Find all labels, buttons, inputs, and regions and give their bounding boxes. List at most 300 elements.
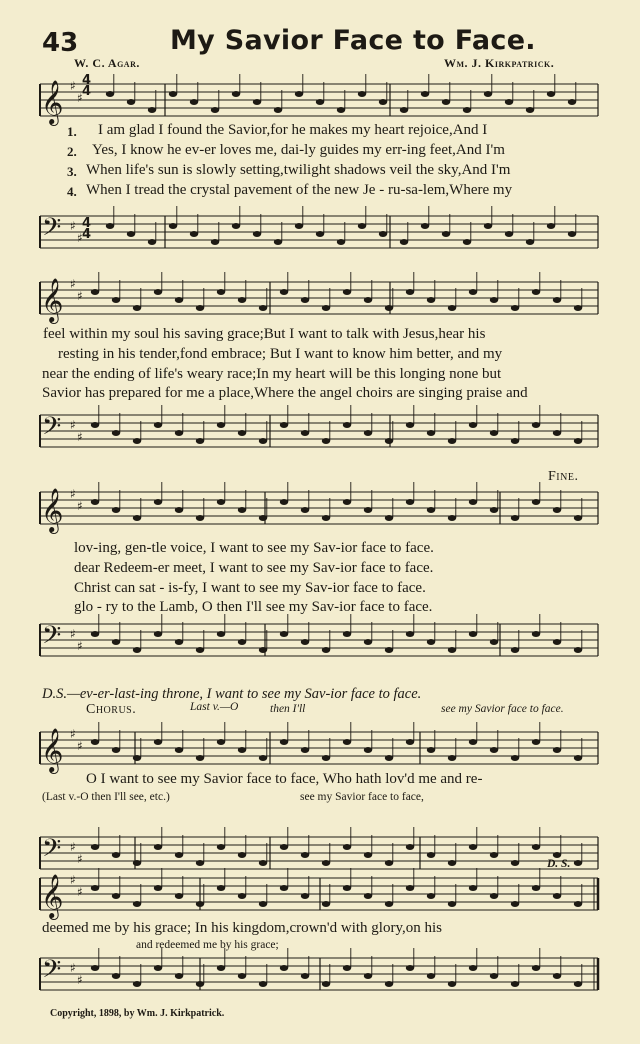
notehead: [238, 893, 246, 899]
notehead: [133, 901, 141, 907]
treble-clef-icon: 𝄞: [41, 874, 64, 918]
system3-lyric-4: glo - ry to the Lamb, O then I'll see my Sav-ior face to face.: [74, 599, 433, 615]
sharp-icon: ♯: [77, 973, 83, 987]
notehead: [301, 639, 309, 645]
notehead: [448, 901, 456, 907]
notehead: [196, 981, 204, 987]
notehead: [280, 289, 288, 295]
notehead: [532, 499, 540, 505]
notehead: [259, 755, 267, 761]
notehead: [343, 844, 351, 850]
system2-lyric-2: resting in his tender,fond embrace; But I want to know him better, and my: [58, 346, 503, 362]
notehead: [358, 91, 366, 97]
notehead: [154, 965, 162, 971]
verse-number-2: 2.: [67, 144, 77, 159]
notehead: [385, 755, 393, 761]
sharp-icon: ♯: [77, 91, 83, 105]
notehead: [469, 422, 477, 428]
notehead: [301, 747, 309, 753]
notehead: [253, 99, 261, 105]
notehead: [553, 973, 561, 979]
sharp-icon: ♯: [70, 627, 76, 641]
notehead: [469, 631, 477, 637]
notehead: [280, 844, 288, 850]
verse-number-1: 1.: [67, 124, 77, 139]
treble-clef-icon: 𝄞: [41, 278, 64, 322]
notehead: [196, 755, 204, 761]
notehead: [448, 755, 456, 761]
notehead: [406, 739, 414, 745]
sharp-icon: ♯: [70, 277, 76, 291]
notehead: [364, 430, 372, 436]
system3-lyric-3: Christ can sat - is-fy, I want to see my Sav-ior face to face.: [74, 580, 426, 596]
notehead: [133, 860, 141, 866]
notehead: [547, 91, 555, 97]
notehead: [259, 647, 267, 653]
notehead: [469, 844, 477, 850]
notehead: [469, 499, 477, 505]
notehead: [553, 507, 561, 513]
notehead: [280, 885, 288, 891]
notehead: [154, 422, 162, 428]
notehead: [406, 965, 414, 971]
notehead: [217, 289, 225, 295]
notehead: [196, 647, 204, 653]
notehead: [532, 631, 540, 637]
sharp-icon: ♯: [77, 231, 83, 245]
notehead: [385, 515, 393, 521]
notehead: [511, 647, 519, 653]
notehead: [511, 438, 519, 444]
notehead: [406, 885, 414, 891]
chorus-lyric-2: deemed me by his grace; In his kingdom,crown'd with glory,on his: [42, 920, 442, 936]
notehead: [316, 99, 324, 105]
notehead: [238, 507, 246, 513]
notehead: [421, 91, 429, 97]
notehead: [406, 422, 414, 428]
notehead: [196, 305, 204, 311]
notehead: [154, 885, 162, 891]
notehead: [259, 305, 267, 311]
notehead: [553, 430, 561, 436]
system1-lyric-1: I am glad I found the Savior,for he makes my heart rejoice,And I: [98, 122, 488, 138]
notehead: [112, 973, 120, 979]
sharp-icon: ♯: [77, 739, 83, 753]
notehead: [232, 91, 240, 97]
notehead: [532, 965, 540, 971]
system1-lyric-3: When life's sun is slowly setting,twilight shadows veil the sky,And I'm: [86, 162, 511, 178]
bass-clef-icon: 𝄢: [42, 412, 62, 447]
notehead: [238, 747, 246, 753]
notehead: [169, 91, 177, 97]
chorus-then-ill: then I'll: [270, 703, 306, 715]
notehead: [232, 223, 240, 229]
chorus-bass-text-1-right: see my Savior face to face,: [300, 791, 424, 803]
notehead: [175, 893, 183, 899]
notehead: [154, 739, 162, 745]
notehead: [217, 965, 225, 971]
notehead: [175, 747, 183, 753]
notehead: [364, 639, 372, 645]
notehead: [280, 631, 288, 637]
notehead: [175, 297, 183, 303]
notehead: [574, 981, 582, 987]
notehead: [133, 755, 141, 761]
treble-clef-icon: 𝄞: [41, 80, 64, 124]
notehead: [91, 844, 99, 850]
notehead: [169, 223, 177, 229]
notehead: [217, 885, 225, 891]
notehead: [322, 647, 330, 653]
notehead: [574, 901, 582, 907]
notehead: [490, 747, 498, 753]
notehead: [217, 844, 225, 850]
notehead: [553, 747, 561, 753]
notehead: [259, 515, 267, 521]
sharp-icon: ♯: [70, 487, 76, 501]
notehead: [532, 844, 540, 850]
notehead: [343, 631, 351, 637]
notehead: [322, 438, 330, 444]
notehead: [358, 223, 366, 229]
notehead: [106, 223, 114, 229]
notehead: [154, 631, 162, 637]
notehead: [322, 305, 330, 311]
notehead: [259, 981, 267, 987]
sharp-icon: ♯: [70, 873, 76, 887]
notehead: [343, 885, 351, 891]
notehead: [442, 231, 450, 237]
notehead: [427, 430, 435, 436]
notehead: [532, 885, 540, 891]
treble-clef-icon: 𝄞: [41, 488, 64, 532]
notehead: [469, 885, 477, 891]
notehead: [280, 965, 288, 971]
chorus-lyric-1: O I want to see my Savior face to face, Who hath lov'd me and re-: [86, 771, 483, 787]
notehead: [217, 422, 225, 428]
notehead: [406, 844, 414, 850]
notehead: [364, 297, 372, 303]
notehead: [427, 297, 435, 303]
notehead: [280, 739, 288, 745]
notehead: [469, 965, 477, 971]
notehead: [343, 965, 351, 971]
system3-lyric-1: lov-ing, gen-tle voice, I want to see my Sav-ior face to face.: [74, 540, 434, 556]
notehead: [112, 430, 120, 436]
notehead: [196, 438, 204, 444]
notehead: [511, 860, 519, 866]
notehead: [400, 107, 408, 113]
notehead: [133, 647, 141, 653]
notehead: [448, 860, 456, 866]
notehead: [442, 99, 450, 105]
notehead: [511, 981, 519, 987]
notehead: [463, 239, 471, 245]
notehead: [112, 639, 120, 645]
notehead: [175, 852, 183, 858]
notehead: [154, 499, 162, 505]
system2-lyric-1: feel within my soul his saving grace;But I want to talk with Jesus,hear his: [43, 326, 486, 342]
notehead: [190, 231, 198, 237]
chorus-bass-text-1: (Last v.-O then I'll see, etc.): [42, 791, 170, 803]
notehead: [400, 239, 408, 245]
notehead: [406, 631, 414, 637]
notehead: [364, 747, 372, 753]
notehead: [112, 297, 120, 303]
notehead: [91, 885, 99, 891]
notehead: [106, 91, 114, 97]
chorus-see-face-top: see my Savior face to face.: [441, 703, 564, 715]
notehead: [217, 499, 225, 505]
notehead: [469, 289, 477, 295]
notehead: [301, 507, 309, 513]
notehead: [238, 852, 246, 858]
notehead: [112, 852, 120, 858]
notehead: [301, 973, 309, 979]
notehead: [343, 739, 351, 745]
chorus-bass-text-2: and redeemed me by his grace;: [136, 939, 279, 951]
verse-number-4: 4.: [67, 184, 77, 199]
notehead: [364, 852, 372, 858]
notehead: [484, 223, 492, 229]
notehead: [427, 639, 435, 645]
notehead: [217, 739, 225, 745]
notehead: [154, 289, 162, 295]
notehead: [532, 739, 540, 745]
notehead: [148, 239, 156, 245]
sharp-icon: ♯: [77, 885, 83, 899]
notehead: [280, 422, 288, 428]
notehead: [217, 631, 225, 637]
notehead: [505, 99, 513, 105]
notehead: [448, 438, 456, 444]
notehead: [568, 231, 576, 237]
notehead: [553, 297, 561, 303]
chorus-last-verse-top: Last v.—O: [190, 701, 239, 713]
notehead: [274, 239, 282, 245]
notehead: [238, 639, 246, 645]
time-signature-treble: 4 4: [82, 73, 92, 99]
notehead: [259, 860, 267, 866]
sharp-icon: ♯: [70, 727, 76, 741]
notehead: [385, 647, 393, 653]
bass-clef-icon: 𝄢: [42, 834, 62, 869]
notehead: [112, 893, 120, 899]
system3-lyric-2: dear Redeem-er meet, I want to see my Sav-ior face to face.: [74, 560, 434, 576]
notehead: [568, 99, 576, 105]
notehead: [127, 231, 135, 237]
notehead: [364, 507, 372, 513]
notehead: [175, 430, 183, 436]
notehead: [196, 901, 204, 907]
notehead: [379, 99, 387, 105]
notehead: [484, 91, 492, 97]
notehead: [274, 107, 282, 113]
notehead: [211, 239, 219, 245]
notehead: [253, 231, 261, 237]
notehead: [211, 107, 219, 113]
notehead: [154, 844, 162, 850]
notehead: [553, 639, 561, 645]
notehead: [238, 430, 246, 436]
notehead: [316, 231, 324, 237]
notehead: [190, 99, 198, 105]
notehead: [490, 852, 498, 858]
notehead: [385, 901, 393, 907]
notehead: [91, 289, 99, 295]
notehead: [343, 422, 351, 428]
ds-mark: D. S.: [547, 858, 571, 870]
notehead: [259, 901, 267, 907]
bass-clef-icon: 𝄢: [42, 213, 62, 248]
notehead: [133, 981, 141, 987]
notehead: [448, 305, 456, 311]
notehead: [526, 107, 534, 113]
notehead: [127, 99, 135, 105]
lyricist: W. C. Agar.: [74, 56, 140, 70]
notehead: [91, 422, 99, 428]
notehead: [112, 747, 120, 753]
notehead: [463, 107, 471, 113]
notehead: [364, 893, 372, 899]
notehead: [238, 973, 246, 979]
notehead: [301, 852, 309, 858]
notehead: [427, 852, 435, 858]
sharp-icon: ♯: [77, 639, 83, 653]
notehead: [364, 973, 372, 979]
ds-lyric-line: D.S.—ev-er-last-ing throne, I want to see my Sav-ior face to face.: [42, 686, 422, 702]
notehead: [526, 239, 534, 245]
notehead: [91, 499, 99, 505]
notehead: [337, 107, 345, 113]
notehead: [322, 981, 330, 987]
notehead: [385, 860, 393, 866]
notehead: [448, 515, 456, 521]
sharp-icon: ♯: [70, 840, 76, 854]
notehead: [112, 507, 120, 513]
notehead: [490, 639, 498, 645]
notehead: [532, 289, 540, 295]
chorus-label: Chorus.: [86, 702, 137, 717]
bass-clef-icon: 𝄢: [42, 955, 62, 990]
notehead: [574, 647, 582, 653]
notehead: [448, 647, 456, 653]
notehead: [574, 755, 582, 761]
notehead: [427, 893, 435, 899]
notehead: [427, 747, 435, 753]
hymn-number: 43: [42, 28, 79, 58]
notehead: [91, 965, 99, 971]
sharp-icon: ♯: [70, 961, 76, 975]
notehead: [322, 901, 330, 907]
sharp-icon: ♯: [77, 430, 83, 444]
notehead: [337, 239, 345, 245]
notehead: [385, 438, 393, 444]
notehead: [490, 297, 498, 303]
notehead: [133, 305, 141, 311]
notehead: [490, 893, 498, 899]
notehead: [547, 223, 555, 229]
sharp-icon: ♯: [70, 418, 76, 432]
notehead: [490, 430, 498, 436]
notehead: [532, 422, 540, 428]
system1-lyric-2: Yes, I know he ev-er loves me, dai-ly guides my err-ing feet,And I'm: [92, 142, 505, 158]
copyright: Copyright, 1898, by Wm. J. Kirkpatrick.: [50, 1008, 225, 1019]
notehead: [343, 499, 351, 505]
system1-lyric-4: When I tread the crystal pavement of the new Je - ru-sa-lem,Where my: [86, 182, 513, 198]
notehead: [322, 515, 330, 521]
sharp-icon: ♯: [70, 79, 76, 93]
notehead: [511, 755, 519, 761]
notehead: [301, 297, 309, 303]
hymn-title: My Savior Face to Face.: [170, 25, 536, 56]
sharp-icon: ♯: [77, 499, 83, 513]
notehead: [511, 515, 519, 521]
treble-clef-icon: 𝄞: [41, 728, 64, 772]
notehead: [385, 981, 393, 987]
notehead: [91, 631, 99, 637]
notehead: [574, 515, 582, 521]
notehead: [505, 231, 513, 237]
notehead: [175, 639, 183, 645]
sharp-icon: ♯: [77, 852, 83, 866]
notehead: [238, 297, 246, 303]
notehead: [379, 231, 387, 237]
notehead: [196, 860, 204, 866]
notehead: [295, 91, 303, 97]
notehead: [301, 893, 309, 899]
system2-lyric-3: near the ending of life's weary race;In my heart will be this longing none but: [42, 366, 502, 382]
notehead: [259, 438, 267, 444]
fine-label: Fine.: [548, 469, 579, 484]
sharp-icon: ♯: [77, 289, 83, 303]
notehead: [511, 305, 519, 311]
notehead: [148, 107, 156, 113]
notehead: [469, 739, 477, 745]
notehead: [574, 438, 582, 444]
notehead: [295, 223, 303, 229]
notehead: [421, 223, 429, 229]
bass-clef-icon: 𝄢: [42, 621, 62, 656]
verse-number-3: 3.: [67, 164, 77, 179]
notehead: [490, 507, 498, 513]
notehead: [574, 860, 582, 866]
notehead: [406, 499, 414, 505]
notehead: [175, 507, 183, 513]
time-signature-bass: 4 4: [82, 216, 92, 242]
notehead: [385, 305, 393, 311]
notehead: [427, 507, 435, 513]
notehead: [280, 499, 288, 505]
notehead: [448, 981, 456, 987]
notehead: [133, 438, 141, 444]
notehead: [574, 305, 582, 311]
notehead: [427, 973, 435, 979]
notehead: [490, 973, 498, 979]
notehead: [553, 893, 561, 899]
notehead: [511, 901, 519, 907]
notehead: [175, 973, 183, 979]
notehead: [322, 755, 330, 761]
notehead: [133, 515, 141, 521]
notehead: [196, 515, 204, 521]
composer: Wm. J. Kirkpatrick.: [444, 56, 555, 70]
notehead: [322, 860, 330, 866]
notehead: [343, 289, 351, 295]
notehead: [406, 289, 414, 295]
notehead: [301, 430, 309, 436]
sharp-icon: ♯: [70, 219, 76, 233]
